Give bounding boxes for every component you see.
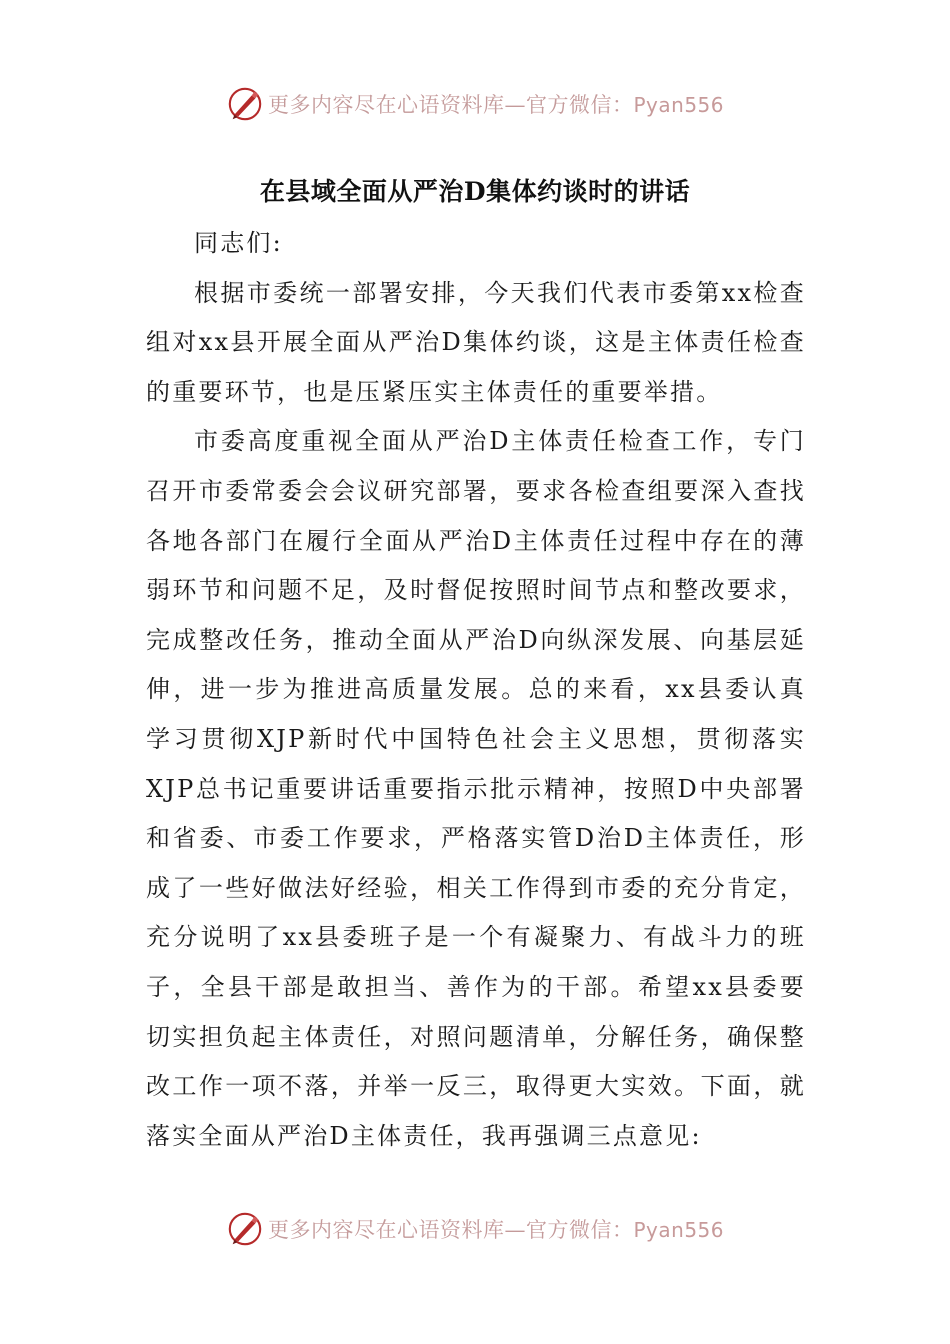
- watermark-text: 更多内容尽在心语资料库—官方微信：Pyan556: [268, 93, 725, 117]
- greeting: 同志们:: [194, 229, 283, 257]
- paragraph-2: 市委高度重视全面从严治D主体责任检查工作，专门召开市委常委会会议研究部署，要求各检查组要深入查找各地各部门在履行全面从严治D主体责任过程中存在的薄弱环节和问题不足，及时督促按照时间节点和整改要求，完成整改任务，推动全面从严治D向纵深发展、向基层延伸，进一步为推进高质量发展。总的来看，xx县委认真学习贯彻XJP新时代中国特色社会主义思想，贯彻落实XJP总书记重要讲话重要指示批示精神，按照D中央部署和省委、市委工作要求，严格落实管D治D主体责任，形成了一些好做法好经验，相关工作得到市委的充分肯定，充分说明了xx县委班子是一个有凝聚力、有战斗力的班子，全县干部是敢担当、善作为的干部。希望xx县委要切实担负起主体责任，对照问题清单，分解任务，确保整改工作一项不落，并举一反三，取得更大实效。下面，就落实全面从严治D主体责任，我再强调三点意见:: [146, 427, 806, 1150]
- watermark-text: 更多内容尽在心语资料库—官方微信：Pyan556: [268, 1218, 725, 1242]
- watermark-header: [226, 84, 724, 124]
- pen-logo-icon: [226, 85, 264, 123]
- document-body: [146, 219, 806, 1161]
- paragraph-1: 根据市委统一部署安排，今天我们代表市委第xx检查组对xx县开展全面从严治D集体约谈，这是主体责任检查的重要环节，也是压紧压实主体责任的重要举措。: [146, 278, 806, 406]
- watermark-footer: [226, 1209, 724, 1249]
- pen-logo-icon: [226, 1210, 264, 1248]
- watermark-wechat-id: Pyan556: [633, 1218, 725, 1242]
- document-title: 在县域全面从严治D集体约谈时的讲话: [259, 177, 691, 206]
- watermark-wechat-id: Pyan556: [633, 93, 725, 117]
